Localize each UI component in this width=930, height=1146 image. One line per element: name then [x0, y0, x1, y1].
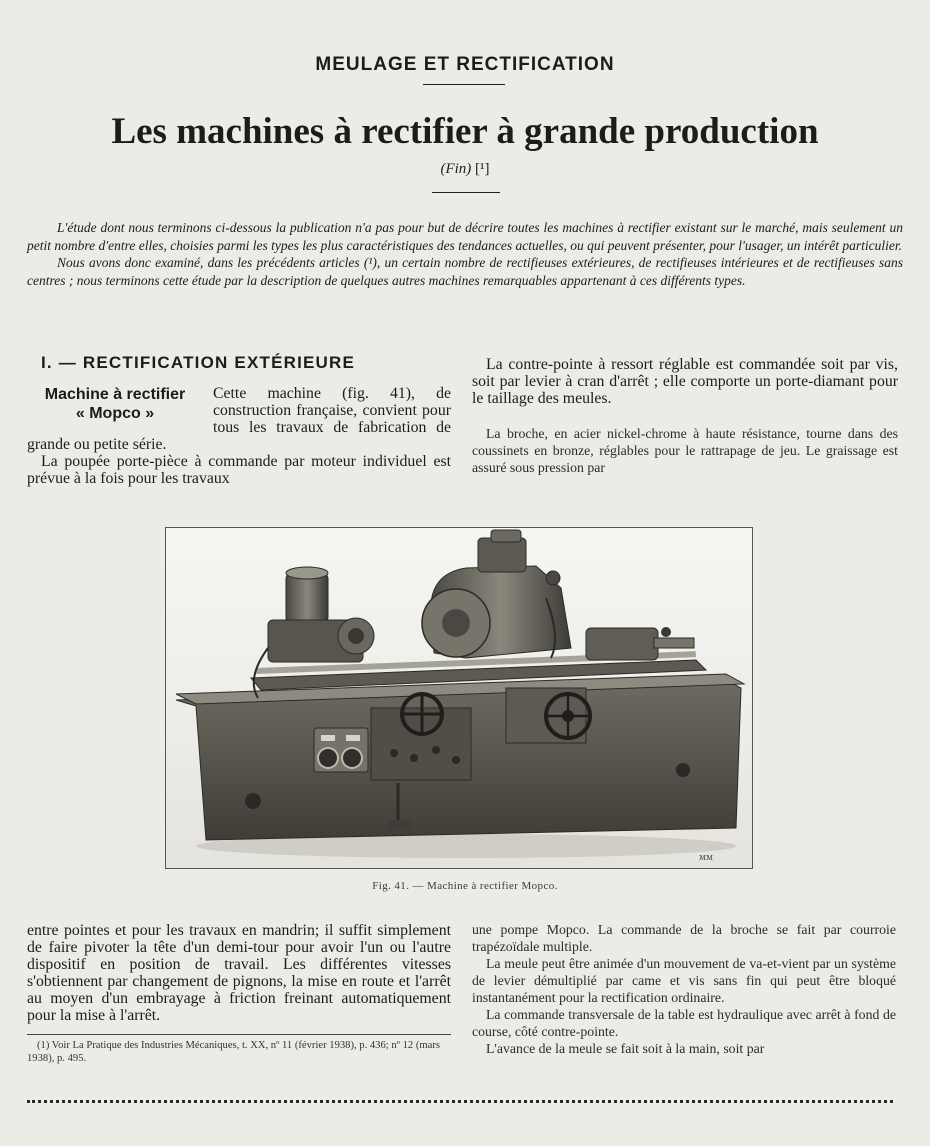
section-heading-exterieure: I. — RECTIFICATION EXTÉRIEURE [41, 353, 356, 372]
figure-caption: Fig. 41. — Machine à rectifier Mopco. [372, 880, 558, 892]
broche-paragraph: La broche, en acier nickel-chrome à haute résistance, tourne dans des coussinets en bronze, réglables pour le rattrapage de jeu. Le graissage est assuré sous pression par [472, 426, 898, 475]
machine-name-line1: Machine à rectifier [44, 386, 186, 403]
bottom-left-paragraph: entre pointes et pour les travaux en mandrin; il suffit simplement de faire pivoter la tête d'un demi-tour pour avoir l'un ou l'autre dispositif en position de travail. Les différentes vitesses s'obtiennent par changement de pignons, la mise en route et l'arrêt au moyen d'un embrayage à friction freinant automatiquement pour la mise à l'arrêt. [27, 922, 451, 1024]
footnote: (1) Voir La Pratique des Industries Mécaniques, t. XX, nº 11 (février 1938), p. 436; nº 12 (mars 1938), p. 495. [27, 1040, 440, 1064]
subtitle-footnote-ref: [¹] [475, 161, 490, 177]
intro-block [27, 219, 903, 289]
bottom-left-column [27, 922, 451, 1065]
figure-mark: ᴍᴍ [699, 853, 714, 863]
machine-paragraph-2: La poupée porte-pièce à commande par moteur individuel est prévue à la fois pour les travaux [27, 453, 451, 487]
bottom-right-column [472, 921, 896, 1057]
contre-pointe-paragraph: La contre-pointe à ressort réglable est commandée soit par vis, soit par levier à cran d'arrêt ; elle comporte un porte-diamant pour le taillage des meules. [472, 356, 898, 407]
section-title-rule [423, 84, 505, 85]
intro-paragraph-2: Nous avons donc examiné, dans les précédents articles (¹), un certain nombre de rectifieuses extérieures, de rectifieuses intérieures et de rectifieuses sans centres ; nous terminons cette étude par la description de quelques autres machines remarquables appartenant à ces différents types. [27, 255, 903, 288]
intro-paragraph-1: L'étude dont nous terminons ci-dessous la publication n'a pas pour but de décrire toutes les machines à rectifier existant sur le marché, mais seulement un petit nombre d'entre elles, choisies parmi les types les plus caractéristiques des tendances actuelles, ou qui peuvent présenter, pour l'usager, un intérêt particulier. [27, 220, 903, 253]
article-subtitle [0, 161, 930, 178]
machine-intro [27, 385, 451, 453]
machine-paragraph-1: Cette machine (fig. 41), de construction française, convient pour tous les travaux de fabrication de grande ou petite série. [27, 385, 451, 453]
meule-paragraph: La meule peut être animée d'un mouvement de va-et-vient par un système de levier démultiplié par came et vis sans fin qui peut être bloqué instantanément pour la rectification ordinaire. [472, 956, 896, 1005]
right-column [472, 356, 898, 476]
machine-name-line2: « Mopco » [75, 405, 155, 422]
title-rule [432, 192, 500, 193]
commande-table-paragraph: La commande transversale de la table est hydraulique avec arrêt à fond de course, côté contre-pointe. [472, 1007, 896, 1039]
left-column [27, 353, 451, 487]
page-bottom-rule [27, 1100, 893, 1103]
machine-name-heading [27, 385, 203, 423]
avance-meule-paragraph: L'avance de la meule se fait soit à la main, soit par [486, 1041, 765, 1056]
figure-machine-photo [165, 527, 753, 869]
section-title: MEULAGE ET RECTIFICATION [315, 54, 615, 75]
subtitle-fin: (Fin) [440, 161, 472, 177]
article-title: Les machines à rectifier à grande production [111, 111, 819, 152]
footnote-rule [27, 1034, 451, 1035]
grinding-machine-illustration [166, 528, 752, 868]
pompe-paragraph: une pompe Mopco. La commande de la broche se fait par courroie trapézoïdale multiple. [472, 922, 896, 954]
